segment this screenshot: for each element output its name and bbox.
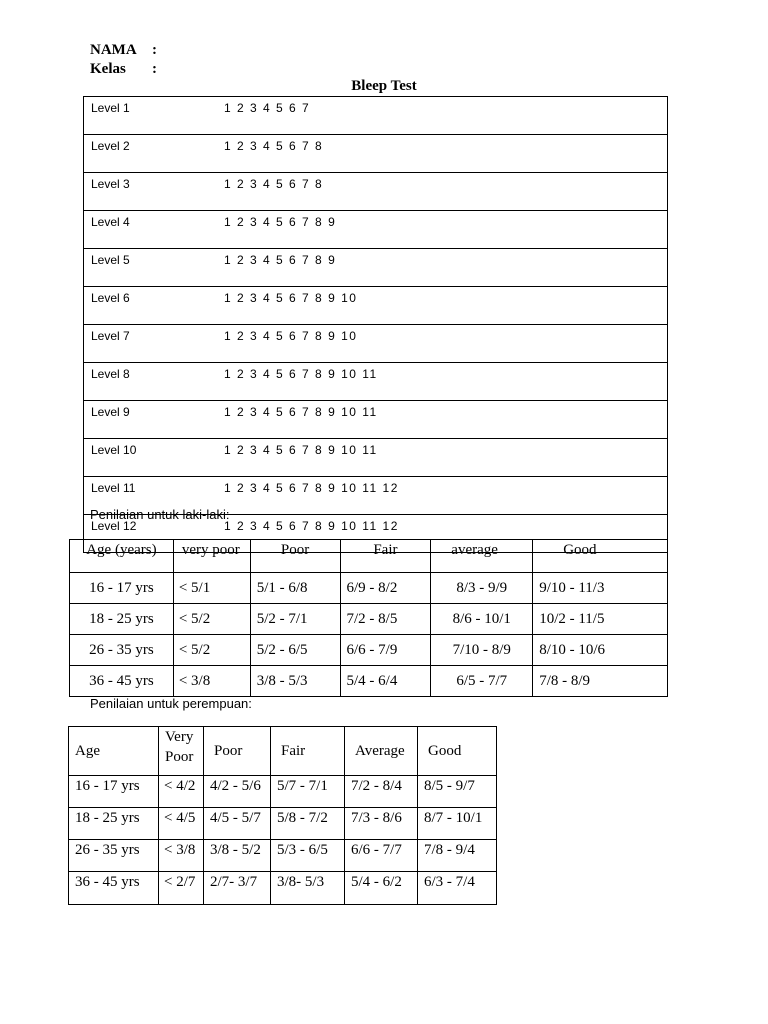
nama-colon: : xyxy=(152,42,157,58)
level-shuttles: 1 2 3 4 5 6 7 8 9 xyxy=(224,211,668,249)
level-shuttles: 1 2 3 4 5 6 7 8 xyxy=(224,173,668,211)
nama-label: NAMA xyxy=(90,42,137,58)
female-table-cell: < 2/7 xyxy=(159,872,204,905)
female-header-cell: Fair xyxy=(271,727,345,776)
male-header-cell: average xyxy=(431,540,533,573)
level-shuttles: 1 2 3 4 5 6 7 8 9 10 11 12 xyxy=(224,477,668,515)
female-header-cell: Poor xyxy=(204,727,271,776)
level-row xyxy=(84,97,668,135)
female-table-cell: 6/3 - 7/4 xyxy=(418,872,497,905)
level-shuttles: 1 2 3 4 5 6 7 8 9 10 11 xyxy=(224,439,668,477)
level-row xyxy=(84,401,668,439)
male-header-cell: Fair xyxy=(340,540,431,573)
kelas-colon: : xyxy=(152,61,157,77)
male-table-cell: 6/6 - 7/9 xyxy=(340,635,431,666)
level-shuttles: 1 2 3 4 5 6 7 8 9 10 xyxy=(224,287,668,325)
female-table-cell: 7/3 - 8/6 xyxy=(345,808,418,840)
levels-table xyxy=(83,96,668,553)
male-table-cell: 5/2 - 6/5 xyxy=(250,635,340,666)
level-row xyxy=(84,325,668,363)
male-table-cell: 8/10 - 10/6 xyxy=(533,635,668,666)
female-table-cell: < 4/2 xyxy=(159,776,204,808)
male-table-cell: 5/1 - 6/8 xyxy=(250,573,340,604)
female-table-cell: 5/7 - 7/1 xyxy=(271,776,345,808)
female-header-cell: Age xyxy=(69,727,159,776)
kelas-label: Kelas xyxy=(90,61,126,77)
female-table-cell: 36 - 45 yrs xyxy=(69,872,159,905)
male-table-row xyxy=(70,573,668,604)
level-label: Level 7 xyxy=(84,325,225,363)
male-table-cell: 7/2 - 8/5 xyxy=(340,604,431,635)
level-label: Level 11 xyxy=(84,477,225,515)
level-row xyxy=(84,173,668,211)
level-row xyxy=(84,249,668,287)
level-shuttles: 1 2 3 4 5 6 7 8 xyxy=(224,135,668,173)
level-shuttles: 1 2 3 4 5 6 7 8 9 10 11 12 xyxy=(224,515,668,553)
male-table-cell: < 3/8 xyxy=(173,666,250,697)
kelas-field xyxy=(90,61,157,78)
female-table-cell: 18 - 25 yrs xyxy=(69,808,159,840)
male-table-cell: 8/3 - 9/9 xyxy=(431,573,533,604)
female-header-cell: Average xyxy=(345,727,418,776)
nama-field xyxy=(90,42,157,59)
level-row xyxy=(84,439,668,477)
level-shuttles: 1 2 3 4 5 6 7 8 9 10 xyxy=(224,325,668,363)
level-label: Level 10 xyxy=(84,439,225,477)
level-label: Level 4 xyxy=(84,211,225,249)
female-table-cell: 26 - 35 yrs xyxy=(69,840,159,872)
female-scoring-table xyxy=(68,726,497,905)
female-table-cell: 8/7 - 10/1 xyxy=(418,808,497,840)
male-header-cell: Poor xyxy=(250,540,340,573)
male-header-cell: Age (years) xyxy=(70,540,174,573)
female-table-row xyxy=(69,808,497,840)
level-label: Level 5 xyxy=(84,249,225,287)
male-table-cell: < 5/1 xyxy=(173,573,250,604)
male-table-cell: 10/2 - 11/5 xyxy=(533,604,668,635)
male-header-cell: very poor xyxy=(173,540,250,573)
female-table-cell: 16 - 17 yrs xyxy=(69,776,159,808)
male-table-row xyxy=(70,635,668,666)
level-label: Level 2 xyxy=(84,135,225,173)
female-table-cell: 6/6 - 7/7 xyxy=(345,840,418,872)
female-table-row xyxy=(69,872,497,905)
male-table-cell: < 5/2 xyxy=(173,635,250,666)
female-caption: Penilaian untuk perempuan: xyxy=(90,696,252,711)
level-shuttles: 1 2 3 4 5 6 7 8 9 10 11 xyxy=(224,401,668,439)
female-table-cell: 4/5 - 5/7 xyxy=(204,808,271,840)
male-table-cell: 8/6 - 10/1 xyxy=(431,604,533,635)
male-table-cell: 6/5 - 7/7 xyxy=(431,666,533,697)
level-label: Level 9 xyxy=(84,401,225,439)
female-table-cell: 7/2 - 8/4 xyxy=(345,776,418,808)
female-table-cell: < 4/5 xyxy=(159,808,204,840)
female-table-cell: 5/3 - 6/5 xyxy=(271,840,345,872)
female-table-cell: 3/8 - 5/2 xyxy=(204,840,271,872)
male-table-cell: 5/4 - 6/4 xyxy=(340,666,431,697)
male-table-cell: 7/10 - 8/9 xyxy=(431,635,533,666)
male-table-cell: 18 - 25 yrs xyxy=(70,604,174,635)
female-table-cell: 3/8- 5/3 xyxy=(271,872,345,905)
male-table-row xyxy=(70,604,668,635)
level-row xyxy=(84,363,668,401)
level-row xyxy=(84,287,668,325)
female-header-cell: Very Poor xyxy=(159,727,204,776)
male-table-cell: 6/9 - 8/2 xyxy=(340,573,431,604)
female-table-cell: 7/8 - 9/4 xyxy=(418,840,497,872)
female-table-row xyxy=(69,840,497,872)
female-table-cell: 5/4 - 6/2 xyxy=(345,872,418,905)
female-table-row xyxy=(69,776,497,808)
male-table-row xyxy=(70,666,668,697)
male-header-cell: Good xyxy=(533,540,668,573)
level-label: Level 1 xyxy=(84,97,225,135)
male-table-cell: 5/2 - 7/1 xyxy=(250,604,340,635)
male-table-cell: 36 - 45 yrs xyxy=(70,666,174,697)
level-shuttles: 1 2 3 4 5 6 7 xyxy=(224,97,668,135)
female-table-cell: < 3/8 xyxy=(159,840,204,872)
level-row xyxy=(84,135,668,173)
male-table-cell: 9/10 - 11/3 xyxy=(533,573,668,604)
male-table-cell: 7/8 - 8/9 xyxy=(533,666,668,697)
female-header-row xyxy=(69,727,497,776)
male-caption: Penilaian untuk laki-laki: xyxy=(90,507,230,522)
male-table-cell: 16 - 17 yrs xyxy=(70,573,174,604)
male-table-cell: 3/8 - 5/3 xyxy=(250,666,340,697)
male-table-cell: 26 - 35 yrs xyxy=(70,635,174,666)
female-table-cell: 2/7- 3/7 xyxy=(204,872,271,905)
level-shuttles: 1 2 3 4 5 6 7 8 9 xyxy=(224,249,668,287)
female-table-cell: 8/5 - 9/7 xyxy=(418,776,497,808)
male-scoring-table xyxy=(69,539,668,697)
level-label: Level 3 xyxy=(84,173,225,211)
female-header-cell: Good xyxy=(418,727,497,776)
level-label: Level 12 xyxy=(84,515,225,553)
level-label: Level 8 xyxy=(84,363,225,401)
level-row xyxy=(84,211,668,249)
male-header-row xyxy=(70,540,668,573)
female-table-cell: 4/2 - 5/6 xyxy=(204,776,271,808)
page-title: Bleep Test xyxy=(351,78,417,94)
male-table-cell: < 5/2 xyxy=(173,604,250,635)
female-table-cell: 5/8 - 7/2 xyxy=(271,808,345,840)
level-shuttles: 1 2 3 4 5 6 7 8 9 10 11 xyxy=(224,363,668,401)
level-label: Level 6 xyxy=(84,287,225,325)
